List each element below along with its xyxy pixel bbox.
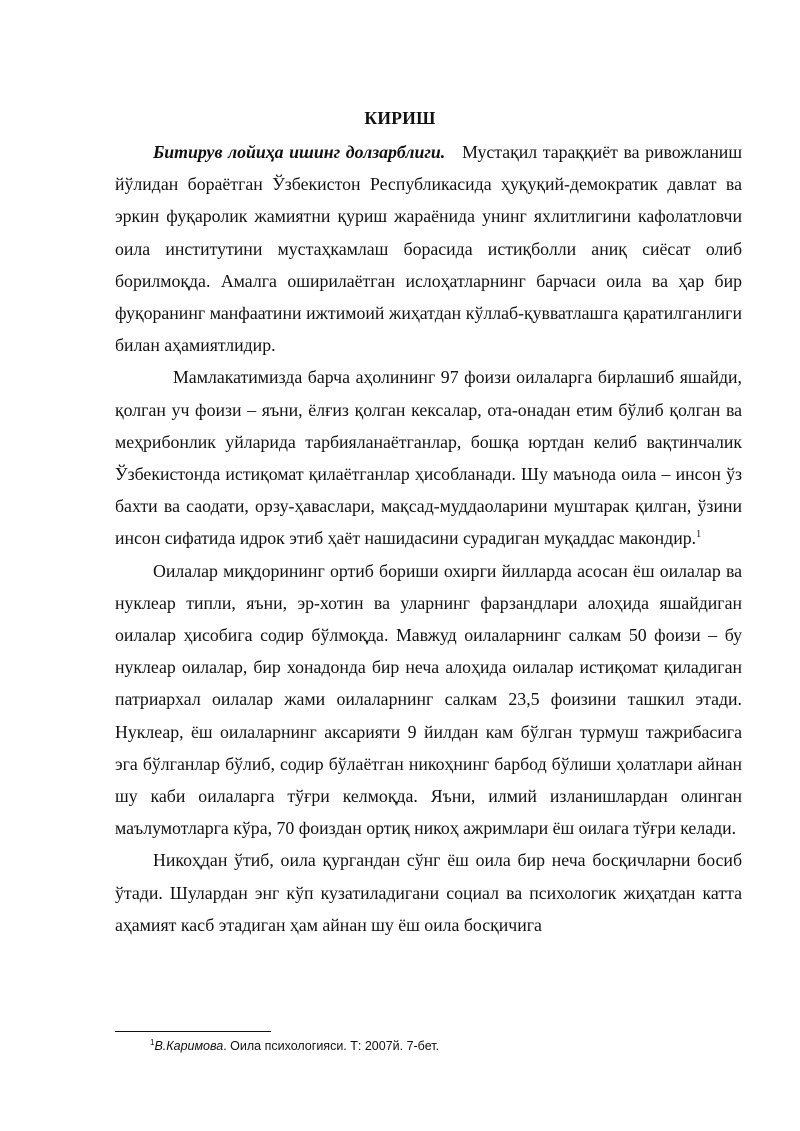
page-title: КИРИШ <box>364 108 436 128</box>
paragraph-text: Мамлакатимизда барча аҳолининг 97 фоизи оилаларга бирлашиб яшайди, қолган уч фоизи – яъни, ёлғиз қолган кексалар, ота-онадан етим бўлиб қолган ва меҳрибонлик уйларида тарбияланаётганлар, бошқа юртдан келиб вақтинчалик Ўзбекистонда истиқомат қилаётганлар ҳисобланади. Шу маънода оила – инсон ўз бахти ва саодати, орзу-ҳаваслари, мақсад-муддаоларини муштарак қилган, ўзини инсон сифатида идрок этиб ҳаёт нашидасини сурадиган муқаддас макондир. <box>115 367 742 549</box>
paragraph-1 <box>115 136 742 361</box>
paragraph-2 <box>115 361 742 554</box>
paragraph-text: Никоҳдан ўтиб, оила қургандан сўнг ёш оила бир неча босқичларни босиб ўтади. Шулардан энг кўп кузатиладигани социал ва психологик жиҳатдан катта аҳамият касб этадиган ҳам айнан шу ёш оила босқичига <box>115 850 742 935</box>
paragraph-text: Мустақил тараққиёт ва ривожланиш йўлидан бораётган Ўзбекистон Республикасида ҳуқуқий-демократик давлат ва эркин фуқаролик жамиятни қуриш жараёнида унинг яхлитлигини кафолатловчи оила институтини мустаҳкамлаш борасида истиқболли аниқ сиёсат олиб борилмоқда. Амалга оширилаётган ислоҳатларнинг барчаси оила ва ҳар бир фуқоранинг манфаатини ижтимоий жиҳатдан кўллаб-қувватлашга қаратилганлиги билан аҳамиятлидир. <box>115 142 743 356</box>
paragraph-3 <box>115 555 742 845</box>
paragraph-lead: Битирув лойиҳа ишинг долзарблиги. <box>153 142 446 162</box>
paragraph-4 <box>115 844 742 941</box>
footnote <box>150 1038 439 1053</box>
footnote-divider <box>115 1031 271 1032</box>
footnote-text: . Оила психологияси. Т: 2007й. 7-бет. <box>223 1039 440 1054</box>
footnote-author: В.Каримова <box>154 1039 224 1054</box>
footnote-reference[interactable]: 1 <box>696 529 702 541</box>
footnote-number: 1 <box>150 1038 155 1047</box>
paragraph-text: Оилалар миқдорининг ортиб бориши охирги йилларда асосан ёш оилалар ва нуклеар типли, яъни, эр-хотин ва уларнинг фарзандлари алоҳида яшайдиган оилалар ҳисобига содир бўлмоқда. Мавжуд оилаларнинг салкам 50 фоизи – бу нуклеар оилалар, бир хонадонда бир неча алоҳида оилалар истиқомат қиладиган патриархал оилалар жами оилаларнинг салкам 23,5 фоизини ташкил этади. Нуклеар, ёш оилаларнинг аксарияти 9 йилдан кам бўлган турмуш тажрибасига эга бўлганлар бўлиб, содир бўлаётган никоҳнинг барбод бўлиши ҳолатлари айнан шу каби оилаларга тўғри келмоқда. Яъни, илмий изланишлардан олинган маълумотларга кўра, 70 фоиздан ортиқ никоҳ ажримлари ёш оилага тўғри келади. <box>115 560 742 839</box>
body-text <box>115 136 742 941</box>
